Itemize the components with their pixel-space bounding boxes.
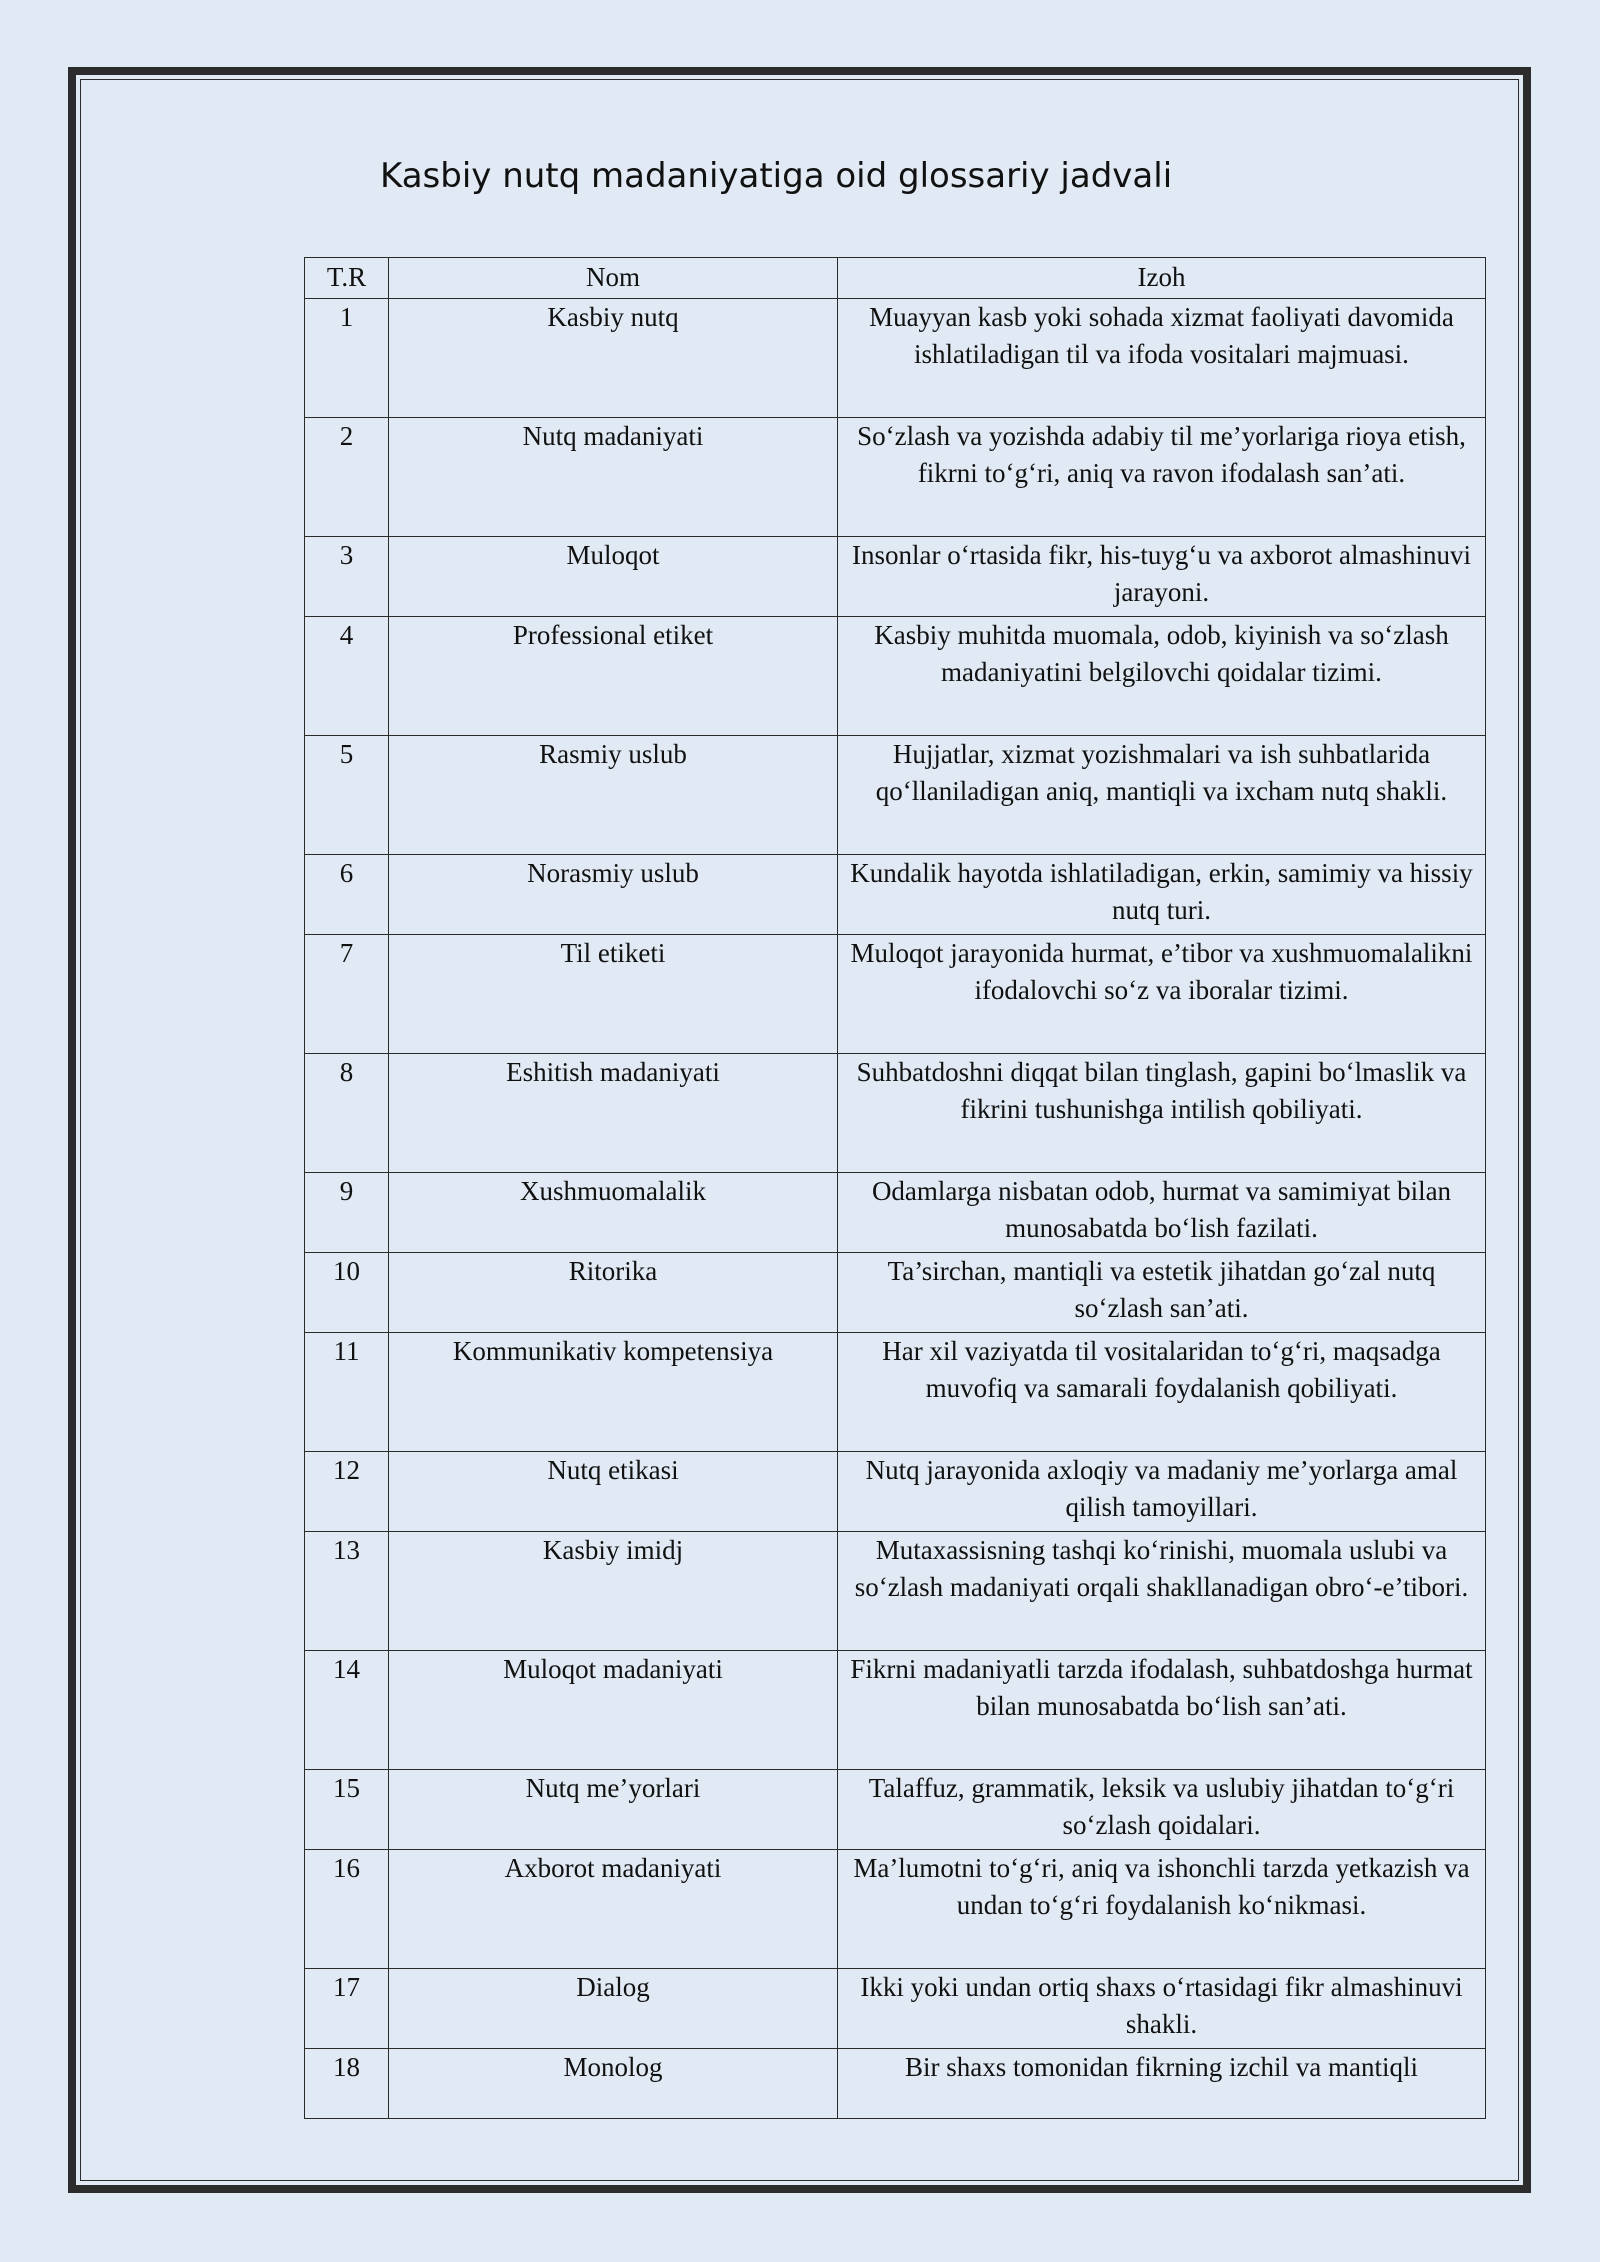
- header-description: Izoh: [838, 258, 1486, 299]
- row-number: 15: [305, 1770, 389, 1850]
- row-number: 18: [305, 2049, 389, 2119]
- table-row: [305, 1770, 1486, 1850]
- table-row: [305, 2049, 1486, 2119]
- term-description: Fikrni madaniyatli tarzda ifodalash, suhbatdoshga hurmat bilan munosabatda bo‘lish san’ati.: [838, 1651, 1486, 1770]
- term-name: Kommunikativ kompetensiya: [389, 1333, 838, 1452]
- term-description: Muloqot jarayonida hurmat, e’tibor va xushmuomalalikni ifodalovchi so‘z va iboralar tizimi.: [838, 935, 1486, 1054]
- term-description: Talaffuz, grammatik, leksik va uslubiy jihatdan to‘g‘ri so‘zlash qoidalari.: [838, 1770, 1486, 1850]
- term-description: Har xil vaziyatda til vositalaridan to‘g‘ri, maqsadga muvofiq va samarali foydalanish qobiliyati.: [838, 1333, 1486, 1452]
- term-name: Nutq me’yorlari: [389, 1770, 838, 1850]
- row-number: 6: [305, 855, 389, 935]
- term-description: Ikki yoki undan ortiq shaxs o‘rtasidagi fikr almashinuvi shakli.: [838, 1969, 1486, 2049]
- term-name: Muloqot: [389, 537, 838, 617]
- term-description: Nutq jarayonida axloqiy va madaniy me’yorlarga amal qilish tamoyillari.: [838, 1452, 1486, 1532]
- table-header-row: [305, 258, 1486, 299]
- term-name: Ritorika: [389, 1253, 838, 1333]
- term-name: Nutq madaniyati: [389, 418, 838, 537]
- header-number: T.R: [305, 258, 389, 299]
- term-name: Norasmiy uslub: [389, 855, 838, 935]
- row-number: 8: [305, 1054, 389, 1173]
- row-number: 13: [305, 1532, 389, 1651]
- term-name: Muloqot madaniyati: [389, 1651, 838, 1770]
- table-row: [305, 537, 1486, 617]
- term-description: Kundalik hayotda ishlatiladigan, erkin, samimiy va hissiy nutq turi.: [838, 855, 1486, 935]
- row-number: 9: [305, 1173, 389, 1253]
- term-name: Til etiketi: [389, 935, 838, 1054]
- table-row: [305, 736, 1486, 855]
- table-row: [305, 1173, 1486, 1253]
- table-row: [305, 1651, 1486, 1770]
- term-name: Axborot madaniyati: [389, 1850, 838, 1969]
- term-description: Suhbatdoshni diqqat bilan tinglash, gapini bo‘lmaslik va fikrini tushunishga intilish qobiliyati.: [838, 1054, 1486, 1173]
- term-name: Professional etiket: [389, 617, 838, 736]
- table-row: [305, 1054, 1486, 1173]
- header-name: Nom: [389, 258, 838, 299]
- table-row: [305, 1969, 1486, 2049]
- term-name: Kasbiy imidj: [389, 1532, 838, 1651]
- document-title: Kasbiy nutq madaniyatiga oid glossariy jadvali: [380, 156, 1173, 196]
- row-number: 3: [305, 537, 389, 617]
- term-description: Odamlarga nisbatan odob, hurmat va samimiyat bilan munosabatda bo‘lish fazilati.: [838, 1173, 1486, 1253]
- table-row: [305, 617, 1486, 736]
- term-name: Dialog: [389, 1969, 838, 2049]
- glossary-table: [304, 257, 1486, 2119]
- table-row: [305, 855, 1486, 935]
- table-row: [305, 299, 1486, 418]
- row-number: 4: [305, 617, 389, 736]
- term-description: Insonlar o‘rtasida fikr, his-tuyg‘u va axborot almashinuvi jarayoni.: [838, 537, 1486, 617]
- term-name: Xushmuomalalik: [389, 1173, 838, 1253]
- term-name: Kasbiy nutq: [389, 299, 838, 418]
- row-number: 10: [305, 1253, 389, 1333]
- row-number: 16: [305, 1850, 389, 1969]
- term-description: Muayyan kasb yoki sohada xizmat faoliyati davomida ishlatiladigan til va ifoda vositalari majmuasi.: [838, 299, 1486, 418]
- row-number: 7: [305, 935, 389, 1054]
- table-row: [305, 1253, 1486, 1333]
- row-number: 12: [305, 1452, 389, 1532]
- term-description: So‘zlash va yozishda adabiy til me’yorlariga rioya etish, fikrni to‘g‘ri, aniq va ravon ifodalash san’ati.: [838, 418, 1486, 537]
- row-number: 2: [305, 418, 389, 537]
- row-number: 5: [305, 736, 389, 855]
- table-row: [305, 1452, 1486, 1532]
- term-description: Ta’sirchan, mantiqli va estetik jihatdan go‘zal nutq so‘zlash san’ati.: [838, 1253, 1486, 1333]
- row-number: 14: [305, 1651, 389, 1770]
- table-row: [305, 418, 1486, 537]
- term-name: Nutq etikasi: [389, 1452, 838, 1532]
- term-name: Monolog: [389, 2049, 838, 2119]
- term-description: Kasbiy muhitda muomala, odob, kiyinish va so‘zlash madaniyatini belgilovchi qoidalar tizimi.: [838, 617, 1486, 736]
- row-number: 1: [305, 299, 389, 418]
- term-name: Eshitish madaniyati: [389, 1054, 838, 1173]
- row-number: 17: [305, 1969, 389, 2049]
- table-row: [305, 1850, 1486, 1969]
- term-description: Hujjatlar, xizmat yozishmalari va ish suhbatlarida qo‘llaniladigan aniq, mantiqli va ixcham nutq shakli.: [838, 736, 1486, 855]
- term-name: Rasmiy uslub: [389, 736, 838, 855]
- term-description: Ma’lumotni to‘g‘ri, aniq va ishonchli tarzda yetkazish va undan to‘g‘ri foydalanish ko‘nikmasi.: [838, 1850, 1486, 1969]
- term-description: Bir shaxs tomonidan fikrning izchil va mantiqli: [838, 2049, 1486, 2119]
- table-row: [305, 1532, 1486, 1651]
- table-row: [305, 935, 1486, 1054]
- table-row: [305, 1333, 1486, 1452]
- term-description: Mutaxassisning tashqi ko‘rinishi, muomala uslubi va so‘zlash madaniyati orqali shakllanadigan obro‘-e’tibori.: [838, 1532, 1486, 1651]
- row-number: 11: [305, 1333, 389, 1452]
